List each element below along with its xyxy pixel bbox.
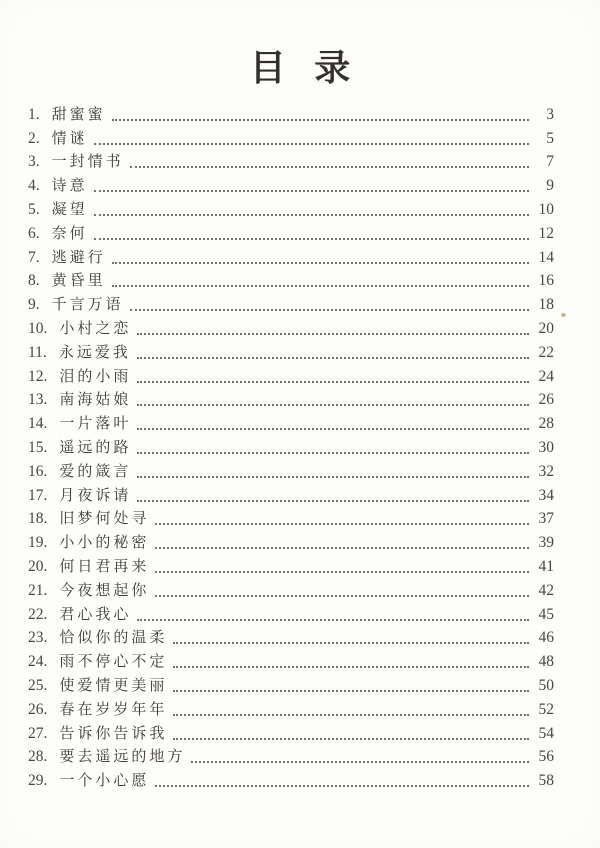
entry-number: 29.: [28, 772, 48, 790]
entry-page-number: 56: [538, 748, 554, 766]
toc-entry: [28, 648, 554, 672]
toc-entry: [28, 458, 554, 482]
toc-entry: [28, 482, 554, 506]
entry-number: 26.: [28, 700, 48, 718]
entry-number: 6.: [28, 224, 40, 242]
entry-title: 雨不停心不定: [59, 652, 168, 671]
entry-title: 告诉你告诉我: [59, 723, 168, 742]
toc-entry: [28, 744, 554, 768]
entry-title: 永远爱我: [58, 342, 131, 361]
toc-entry: [28, 506, 554, 530]
entry-title: 奈何: [51, 223, 88, 242]
entry-number: 12.: [28, 367, 48, 385]
entry-title: 春在岁岁年年: [59, 699, 168, 718]
entry-number: 9.: [28, 296, 40, 314]
entry-number: 15.: [28, 438, 48, 456]
entry-number: 3.: [28, 153, 40, 171]
toc-entry: [28, 268, 554, 292]
entry-page-number: 16: [538, 272, 554, 290]
entry-page-number: 34: [538, 486, 554, 504]
entry-title: 一封情书: [51, 152, 124, 171]
entry-page-number: 3: [546, 105, 554, 123]
toc-entry: [28, 601, 554, 625]
entry-page-number: 5: [546, 129, 554, 147]
entry-number: 8.: [28, 272, 40, 290]
entry-page-number: 50: [538, 676, 554, 694]
dot-leader: [137, 452, 529, 454]
entry-page-number: 9: [546, 177, 554, 195]
dot-leader: [137, 333, 529, 335]
entry-title: 小小的秘密: [59, 533, 150, 552]
dot-leader: [137, 381, 529, 383]
entry-page-number: 26: [538, 391, 554, 409]
entry-page-number: 39: [538, 534, 554, 552]
entry-page-number: 7: [546, 153, 554, 171]
entry-title: 君心我心: [59, 604, 132, 623]
toc-entry: [28, 244, 554, 268]
toc-list: [28, 101, 554, 791]
toc-entry: [28, 363, 554, 387]
dot-leader: [137, 404, 529, 406]
dot-leader: [155, 523, 529, 525]
page-title: 目 录: [249, 48, 359, 89]
toc-entry: [28, 196, 554, 220]
dot-leader: [155, 571, 529, 573]
toc-entry: [28, 220, 554, 244]
entry-number: 22.: [28, 605, 48, 623]
entry-number: 27.: [28, 724, 48, 742]
entry-page-number: 52: [538, 700, 554, 718]
scan-speck: [561, 313, 566, 317]
dot-leader: [94, 214, 529, 216]
dot-leader: [130, 166, 529, 168]
dot-leader: [137, 619, 529, 621]
dot-leader: [112, 262, 529, 264]
entry-number: 20.: [28, 557, 48, 575]
toc-entry: [28, 720, 554, 744]
toc-entry: [28, 291, 554, 315]
entry-title: 今夜想起你: [59, 580, 150, 599]
entry-page-number: 58: [538, 772, 554, 790]
entry-number: 7.: [28, 248, 40, 266]
entry-page-number: 37: [538, 510, 554, 528]
dot-leader: [94, 238, 529, 240]
toc-entry: [28, 672, 554, 696]
entry-title: 小村之恋: [59, 318, 132, 337]
entry-number: 2.: [28, 129, 40, 147]
entry-number: 25.: [28, 676, 48, 694]
dot-leader: [155, 595, 529, 597]
entry-title: 凝望: [51, 199, 88, 218]
dot-leader: [112, 285, 529, 287]
entry-title: 情谜: [51, 128, 88, 147]
dot-leader: [94, 143, 529, 145]
entry-title: 甜蜜蜜: [51, 104, 106, 123]
entry-page-number: 42: [538, 581, 554, 599]
entry-number: 10.: [28, 319, 48, 337]
entry-title: 旧梦何处寻: [59, 509, 150, 528]
entry-title: 要去遥远的地方: [59, 747, 186, 766]
entry-page-number: 41: [538, 557, 554, 575]
entry-page-number: 30: [538, 438, 554, 456]
entry-title: 黄昏里: [51, 271, 106, 290]
entry-title: 使爱情更美丽: [59, 675, 168, 694]
entry-number: 17.: [28, 486, 48, 504]
entry-title: 一片落叶: [59, 414, 132, 433]
entry-page-number: 46: [538, 629, 554, 647]
dot-leader: [173, 714, 529, 716]
entry-number: 5.: [28, 200, 40, 218]
dot-leader: [191, 761, 529, 763]
dot-leader: [173, 666, 529, 668]
entry-page-number: 45: [538, 605, 554, 623]
toc-entry: [28, 767, 554, 791]
toc-entry: [28, 625, 554, 649]
dot-leader: [137, 476, 529, 478]
entry-number: 24.: [28, 653, 48, 671]
dot-leader: [155, 547, 529, 549]
toc-entry: [28, 315, 554, 339]
toc-entry: [28, 410, 554, 434]
entry-title: 逃避行: [51, 247, 106, 266]
entry-number: 16.: [28, 462, 48, 480]
entry-title: 一个小心愿: [59, 771, 150, 790]
toc-entry: [28, 577, 554, 601]
dot-leader: [137, 357, 529, 359]
entry-title: 南海姑娘: [59, 390, 132, 409]
entry-number: 4.: [28, 177, 40, 195]
dot-leader: [137, 500, 529, 502]
dot-leader: [173, 642, 529, 644]
entry-title: 月夜诉请: [59, 485, 132, 504]
entry-title: 遥远的路: [59, 437, 132, 456]
dot-leader: [173, 690, 529, 692]
toc-entry: [28, 149, 554, 173]
toc-entry: [28, 696, 554, 720]
dot-leader: [155, 785, 529, 787]
dot-leader: [130, 309, 529, 311]
dot-leader: [112, 119, 529, 121]
entry-page-number: 32: [538, 462, 554, 480]
dot-leader: [173, 738, 529, 740]
entry-number: 28.: [28, 748, 48, 766]
toc-entry: [28, 434, 554, 458]
entry-page-number: 10: [538, 200, 554, 218]
entry-number: 23.: [28, 629, 48, 647]
entry-number: 14.: [28, 415, 48, 433]
entry-title: 千言万语: [51, 295, 124, 314]
toc-entry: [28, 339, 554, 363]
entry-page-number: 14: [538, 248, 554, 266]
toc-entry: [28, 172, 554, 196]
toc-entry: [28, 553, 554, 577]
entry-title: 爱的箴言: [59, 461, 132, 480]
entry-number: 11.: [28, 343, 47, 361]
entry-number: 19.: [28, 534, 48, 552]
entry-page-number: 24: [538, 367, 554, 385]
entry-page-number: 54: [538, 724, 554, 742]
entry-title: 泪的小雨: [59, 366, 132, 385]
toc-entry: [28, 529, 554, 553]
entry-title: 恰似你的温柔: [59, 628, 168, 647]
entry-page-number: 22: [538, 343, 554, 361]
dot-leader: [137, 428, 529, 430]
toc-entry: [28, 387, 554, 411]
entry-page-number: 20: [538, 319, 554, 337]
entry-page-number: 18: [538, 296, 554, 314]
toc-entry: [28, 125, 554, 149]
entry-title: 诗意: [51, 176, 88, 195]
dot-leader: [94, 190, 529, 192]
entry-number: 18.: [28, 510, 48, 528]
entry-number: 21.: [28, 581, 48, 599]
entry-page-number: 28: [538, 415, 554, 433]
entry-number: 1.: [28, 105, 40, 123]
entry-page-number: 12: [538, 224, 554, 242]
entry-number: 13.: [28, 391, 48, 409]
toc-entry: [28, 101, 554, 125]
entry-page-number: 48: [538, 653, 554, 671]
entry-title: 何日君再来: [59, 556, 150, 575]
